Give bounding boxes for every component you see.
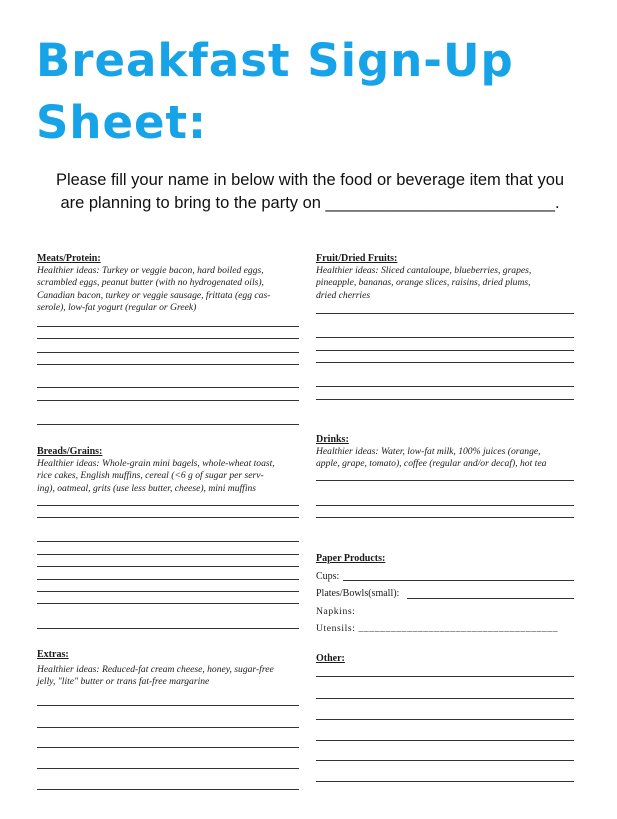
- breads-signup-line[interactable]: [37, 541, 299, 542]
- extras-signup-line[interactable]: [37, 789, 299, 790]
- title-line-2: Sheet:: [36, 96, 207, 149]
- drinks-ideas-line: apple, grape, tomato), coffee (regular and/or decaf), hot tea: [316, 458, 547, 470]
- fruit-signup-line[interactable]: [316, 313, 574, 314]
- fruit-signup-line[interactable]: [316, 362, 574, 363]
- fruit-ideas-line: Healthier ideas: Sliced cantaloupe, blueberries, grapes,: [316, 265, 532, 276]
- breads-heading: Breads/Grains:: [37, 446, 103, 457]
- extras-ideas-line: Healthier ideas: Reduced-fat cream cheese, honey, sugar-free: [37, 664, 274, 675]
- other-signup-line[interactable]: [316, 676, 574, 677]
- meats-signup-line[interactable]: [37, 424, 299, 425]
- drinks-signup-line[interactable]: [316, 505, 574, 506]
- fruit-section: [316, 253, 596, 302]
- other-section: [316, 653, 576, 664]
- fruit-ideas-line: pineapple, bananas, orange slices, raisins, dried plums,: [316, 277, 531, 289]
- intro-text: [30, 169, 590, 215]
- cups-signup-line[interactable]: [343, 580, 574, 581]
- other-signup-line[interactable]: [316, 740, 574, 741]
- meats-signup-line[interactable]: [37, 352, 299, 353]
- plates-signup-line[interactable]: [407, 598, 574, 599]
- fruit-ideas-line: dried cherries: [316, 289, 371, 301]
- breads-signup-line[interactable]: [37, 628, 299, 629]
- drinks-ideas: [316, 446, 596, 471]
- breads-signup-line[interactable]: [37, 603, 299, 604]
- extras-section: [37, 649, 312, 689]
- extras-ideas-line: jelly, "lite" butter or trans fat-free margarine: [37, 676, 210, 688]
- breads-signup-line[interactable]: [37, 566, 299, 567]
- meats-ideas-line: Healthier ideas: Turkey or veggie bacon, hard boiled eggs,: [37, 265, 264, 276]
- other-heading: Other:: [316, 653, 345, 664]
- breads-ideas-line: rice cakes, English muffins, cereal (<6 g of sugar per serv-: [37, 470, 264, 482]
- drinks-heading: Drinks:: [316, 434, 349, 445]
- meats-heading: Meats/Protein:: [37, 253, 101, 264]
- meats-signup-line[interactable]: [37, 338, 299, 339]
- cups-label: Cups:: [316, 571, 340, 582]
- meats-ideas-line: Canadian bacon, turkey or veggie sausage, frittata (egg cas-: [37, 289, 271, 301]
- other-signup-line[interactable]: [316, 781, 574, 782]
- sheet-title: [36, 30, 596, 154]
- meats-signup-line[interactable]: [37, 364, 299, 365]
- title-line-1: Breakfast Sign-Up: [36, 34, 514, 87]
- breads-section: [37, 446, 312, 495]
- other-signup-line[interactable]: [316, 698, 574, 699]
- fruit-signup-line[interactable]: [316, 399, 574, 400]
- meats-ideas-line: serole), low-fat yogurt (regular or Greek): [37, 302, 197, 314]
- utensils-label[interactable]: Utensils: _____________________________________: [316, 623, 559, 634]
- napkins-label: Napkins:: [316, 606, 356, 617]
- fruit-heading: Fruit/Dried Fruits:: [316, 253, 398, 264]
- paper-heading: Paper Products:: [316, 553, 386, 564]
- drinks-signup-line[interactable]: [316, 517, 574, 518]
- extras-signup-line[interactable]: [37, 705, 299, 706]
- meats-signup-line[interactable]: [37, 400, 299, 401]
- breads-ideas-line: ing), oatmeal, grits (use less butter, cheese), mini muffins: [37, 482, 257, 494]
- other-signup-line[interactable]: [316, 719, 574, 720]
- breads-signup-line[interactable]: [37, 505, 299, 506]
- breads-signup-line[interactable]: [37, 554, 299, 555]
- meats-ideas-line: scrambled eggs, peanut butter (with no hydrogenated oils),: [37, 277, 264, 289]
- extras-signup-line[interactable]: [37, 768, 299, 769]
- drinks-ideas-line: Healthier ideas: Water, low-fat milk, 100% juices (orange,: [316, 446, 541, 457]
- drinks-signup-line[interactable]: [316, 480, 574, 481]
- fruit-signup-line[interactable]: [316, 350, 574, 351]
- extras-ideas: [37, 664, 312, 689]
- drinks-section: [316, 434, 596, 471]
- fruit-ideas: [316, 265, 596, 302]
- intro-line-2: are planning to bring to the party on _________________________.: [60, 194, 560, 212]
- intro-line-1: Please fill your name in below with the food or beverage item that you: [55, 171, 565, 189]
- extras-signup-line[interactable]: [37, 727, 299, 728]
- paper-section: [316, 553, 576, 564]
- breads-ideas-line: Healthier ideas: Whole-grain mini bagels, whole-wheat toast,: [37, 458, 275, 469]
- meats-signup-line[interactable]: [37, 387, 299, 388]
- breads-signup-line[interactable]: [37, 579, 299, 580]
- fruit-signup-line[interactable]: [316, 386, 574, 387]
- breads-ideas: [37, 458, 312, 495]
- breads-signup-line[interactable]: [37, 591, 299, 592]
- plates-label: Plates/Bowls(small):: [316, 588, 400, 599]
- meats-signup-line[interactable]: [37, 326, 299, 327]
- other-signup-line[interactable]: [316, 760, 574, 761]
- fruit-signup-line[interactable]: [316, 337, 574, 338]
- extras-signup-line[interactable]: [37, 747, 299, 748]
- meats-section: [37, 253, 307, 315]
- extras-heading: Extras:: [37, 649, 69, 660]
- meats-ideas: [37, 265, 307, 315]
- breads-signup-line[interactable]: [37, 517, 299, 518]
